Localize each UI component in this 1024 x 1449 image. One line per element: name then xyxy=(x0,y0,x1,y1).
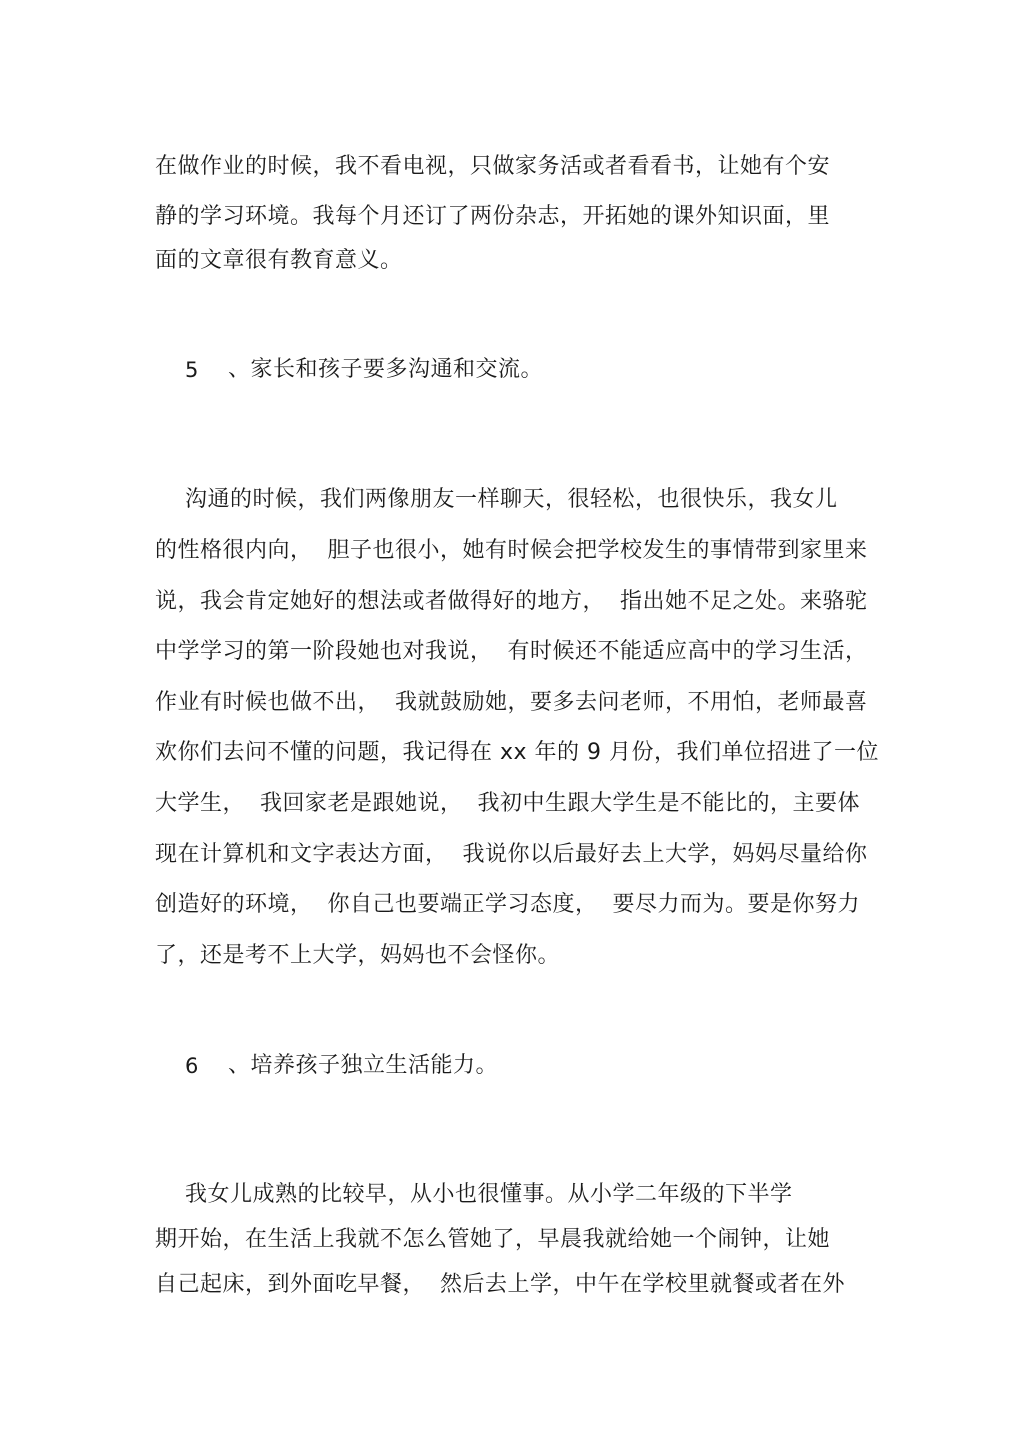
paragraph-3-line-3: 自己起床，到外面吃早餐， 然后去上学，中午在学校里就餐或者在外 xyxy=(155,1272,845,1297)
paragraph-2-line-6: 欢你们去问不懂的问题，我记得在 xx 年的 9 月份，我们单位招进了一位 xyxy=(155,740,880,765)
paragraph-3-line-2: 期开始，在生活上我就不怎么管她了，早晨我就给她一个闹钟，让她 xyxy=(155,1227,831,1252)
paragraph-1-line-2: 静的学习环境。我每个月还订了两份杂志，开拓她的课外知识面，里 xyxy=(155,204,831,229)
paragraph-2-line-7: 大学生， 我回家老是跟她说， 我初中生跟大学生是不能比的，主要体 xyxy=(155,791,860,816)
paragraph-2-line-4: 中学学习的第一阶段她也对我说， 有时候还不能适应高中的学习生活， xyxy=(155,639,868,664)
paragraph-2-line-1: 沟通的时候，我们两像朋友一样聊天，很轻松，也很快乐，我女儿 xyxy=(155,487,838,512)
paragraph-1-line-1: 在做作业的时候，我不看电视，只做家务活或者看看书，让她有个安 xyxy=(155,154,831,179)
paragraph-1-line-3: 面的文章很有教育意义。 xyxy=(155,248,403,273)
paragraph-2-line-9: 创造好的环境， 你自己也要端正学习态度， 要尽力而为。要是你努力 xyxy=(155,892,860,917)
section-5-number: 5 xyxy=(185,358,199,382)
section-6-title: 、培养孩子独立生活能力。 xyxy=(228,1053,499,1078)
paragraph-2-line-8: 现在计算机和文字表达方面， 我说你以后最好去上大学，妈妈尽量给你 xyxy=(155,842,868,867)
section-6-number: 6 xyxy=(185,1054,199,1078)
paragraph-2-line-3: 说，我会肯定她好的想法或者做得好的地方， 指出她不足之处。来骆驼 xyxy=(155,589,868,614)
paragraph-2-line-2: 的性格很内向， 胆子也很小，她有时候会把学校发生的事情带到家里来 xyxy=(155,538,868,563)
paragraph-2-line-10: 了，还是考不上大学，妈妈也不会怪你。 xyxy=(155,943,561,968)
paragraph-2-line-5: 作业有时候也做不出， 我就鼓励她，要多去问老师，不用怕，老师最喜 xyxy=(155,690,868,715)
section-5-title: 、家长和孩子要多沟通和交流。 xyxy=(228,357,544,382)
paragraph-3-line-1: 我女儿成熟的比较早，从小也很懂事。从小学二年级的下半学 xyxy=(155,1182,793,1207)
